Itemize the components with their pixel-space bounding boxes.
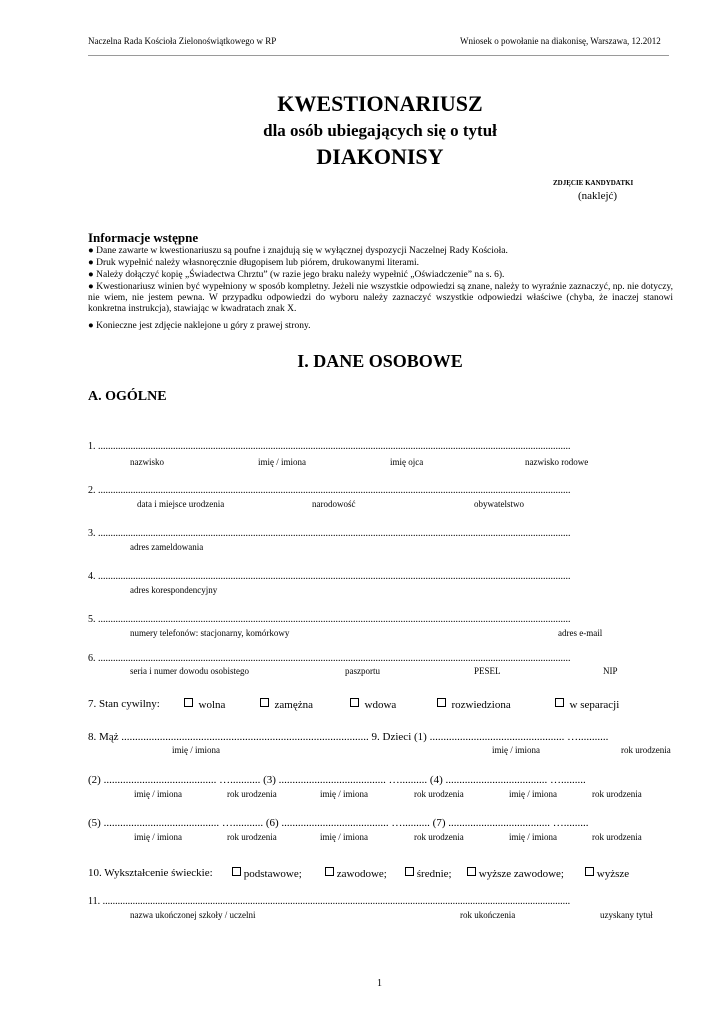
header-left: Naczelna Rada Kościoła Zielonoświątkowego w RP <box>88 36 277 46</box>
photo-label: ZDJĘCIE KANDYDATKI <box>553 179 634 187</box>
field-label: rok urodzenia <box>227 789 277 799</box>
marital-option[interactable]: w separacji <box>555 698 619 711</box>
checkbox-icon[interactable] <box>437 698 446 707</box>
header-divider <box>88 55 669 56</box>
field-label: imię / imiona <box>134 789 182 799</box>
field-label: nazwa ukończonej szkoły / uczelni <box>130 910 256 920</box>
field-1-line[interactable]: 1. ............................................................................................................................................................................................. <box>88 441 571 452</box>
child-number: (7) <box>432 817 446 829</box>
education-option[interactable]: wyższe <box>585 867 629 880</box>
marital-option[interactable]: rozwiedziona <box>437 698 511 711</box>
field-label: imię / imiona <box>492 745 540 755</box>
subsection-title: A. OGÓLNE <box>88 389 167 404</box>
children-row[interactable]: (5) .......................................... …........... (6) ....................................... ….......... (7) ..................................... …......... <box>88 817 589 829</box>
field-label: nazwisko <box>130 457 164 467</box>
photo-note: (naklejć) <box>578 190 618 202</box>
marital-status-label: 7. Stan cywilny: <box>88 698 160 710</box>
marital-option[interactable]: wolna <box>184 698 225 711</box>
field-label: PESEL <box>474 666 501 676</box>
marital-option[interactable]: wdowa <box>350 698 396 711</box>
field-label: data i miejsce urodzenia <box>137 499 225 509</box>
field-label: numery telefonów: stacjonarny, komórkowy <box>130 628 290 638</box>
field-number: 2. <box>88 485 96 496</box>
field-number: 3. <box>88 528 96 539</box>
checkbox-icon[interactable] <box>405 867 414 876</box>
intro-bullet: ● Kwestionariusz winien być wypełniony w sposób kompletny. Jeżeli nie wszystkie odpowiedzi są znane, należy to wyraźnie zaznaczyć, np. nie dotyczy, nie wiem, nie jestem pewna. W przypadku odpowiedzi do wyboru należy zaznaczyć wszystkie odpowiedzi właściwe (chyba, że inaczej stanowi konkretna instrukcja), stawiając w kwadratach znak X. <box>88 282 673 315</box>
field-number: 1. <box>88 441 96 452</box>
intro-bullet: ● Druk wypełnić należy własnoręcznie długopisem lub piórem, drukowanymi literami. <box>88 258 420 268</box>
field-label: rok ukończenia <box>460 910 516 920</box>
intro-bullet: ● Należy dołączyć kopię „Świadectwa Chrztu” (w razie jego braku należy wypełnić „Oświadczenie” na s. 6). <box>88 270 505 280</box>
field-number: 11. <box>88 896 101 907</box>
checkbox-icon[interactable] <box>260 698 269 707</box>
checkbox-icon[interactable] <box>184 698 193 707</box>
doc-title: KWESTIONARIUSZ <box>277 91 483 116</box>
field-label: rok urodzenia <box>414 789 464 799</box>
field-5-line[interactable]: 5. ............................................................................................................................................................................................. <box>88 614 571 625</box>
education-option[interactable]: średnie; <box>405 867 452 880</box>
doc-title-role: DIAKONISY <box>316 144 444 169</box>
husband-label: 8. Mąż <box>88 731 119 743</box>
education-option[interactable]: podstawowe; <box>232 867 302 880</box>
education-option[interactable]: zawodowe; <box>325 867 387 880</box>
field-label: rok urodzenia <box>227 832 277 842</box>
field-label: adres e-mail <box>558 628 603 638</box>
field-label: NIP <box>603 666 618 676</box>
field-label: adres zameldowania <box>130 542 204 552</box>
field-label: adres korespondencyjny <box>130 585 218 595</box>
marital-option[interactable]: zamężna <box>260 698 313 711</box>
checkbox-icon[interactable] <box>467 867 476 876</box>
field-label: imię / imiona <box>509 832 557 842</box>
field-11-line[interactable]: 11. ........................................................................................................................................................................................... <box>88 896 571 907</box>
field-label: uzyskany tytuł <box>600 910 653 920</box>
field-number: 5. <box>88 614 96 625</box>
intro-bullet: ● Konieczne jest zdjęcie naklejone u góry z prawej strony. <box>88 321 311 331</box>
checkbox-icon[interactable] <box>325 867 334 876</box>
child-number: (5) <box>88 817 101 829</box>
field-number: 4. <box>88 571 96 582</box>
field-label: imię / imiona <box>172 745 220 755</box>
child-number: (4) <box>429 774 443 786</box>
field-label: rok urodzenia <box>592 789 642 799</box>
education-option[interactable]: wyższe zawodowe; <box>467 867 564 880</box>
field-6-line[interactable]: 6. ............................................................................................................................................................................................. <box>88 653 571 664</box>
child-number: (2) <box>88 774 101 786</box>
field-label: rok urodzenia <box>621 745 671 755</box>
section-title: I. DANE OSOBOWE <box>297 351 463 371</box>
field-2-line[interactable]: 2. ............................................................................................................................................................................................. <box>88 485 571 496</box>
field-label: imię / imiona <box>509 789 557 799</box>
field-label: rok urodzenia <box>592 832 642 842</box>
field-label: obywatelstwo <box>474 499 524 509</box>
field-3-line[interactable]: 3. ............................................................................................................................................................................................. <box>88 528 571 539</box>
field-label: imię / imiona <box>320 789 368 799</box>
field-number: 6. <box>88 653 96 664</box>
checkbox-icon[interactable] <box>555 698 564 707</box>
field-8-line[interactable]: 8. Mąż .......................................................................................... 9. Dzieci (1) ................................................. …........... <box>88 731 609 743</box>
page-number: 1 <box>377 978 382 989</box>
children-row[interactable]: (2) ......................................... …........... (3) ....................................... ….......... (4) ..................................... …......... <box>88 774 586 786</box>
field-label: imię / imiona <box>320 832 368 842</box>
checkbox-icon[interactable] <box>350 698 359 707</box>
header-right: Wniosek o powołanie na diakonisę, Warszawa, 12.2012 <box>460 36 661 46</box>
field-label: seria i numer dowodu osobistego <box>130 666 249 676</box>
field-label: narodowość <box>312 499 356 509</box>
checkbox-icon[interactable] <box>585 867 594 876</box>
children-label: 9. Dzieci (1) <box>371 731 427 743</box>
intro-bullet: ● Dane zawarte w kwestionariuszu są poufne i znajdują się w wyłącznej dyspozycji Naczelnej Rady Kościoła. <box>88 246 508 256</box>
field-label: rok urodzenia <box>414 832 464 842</box>
field-label: imię / imiona <box>258 457 306 467</box>
intro-heading: Informacje wstępne <box>88 230 199 245</box>
field-label: imię ojca <box>390 457 424 467</box>
field-label: paszportu <box>345 666 380 676</box>
field-4-line[interactable]: 4. ............................................................................................................................................................................................. <box>88 571 571 582</box>
child-number: (3) <box>263 774 276 786</box>
doc-subtitle: dla osób ubiegających się o tytuł <box>263 121 497 140</box>
field-label: imię / imiona <box>134 832 182 842</box>
field-label: nazwisko rodowe <box>525 457 589 467</box>
child-number: (6) <box>265 817 279 829</box>
education-label: 10. Wykształcenie świeckie: <box>88 867 213 879</box>
checkbox-icon[interactable] <box>232 867 241 876</box>
